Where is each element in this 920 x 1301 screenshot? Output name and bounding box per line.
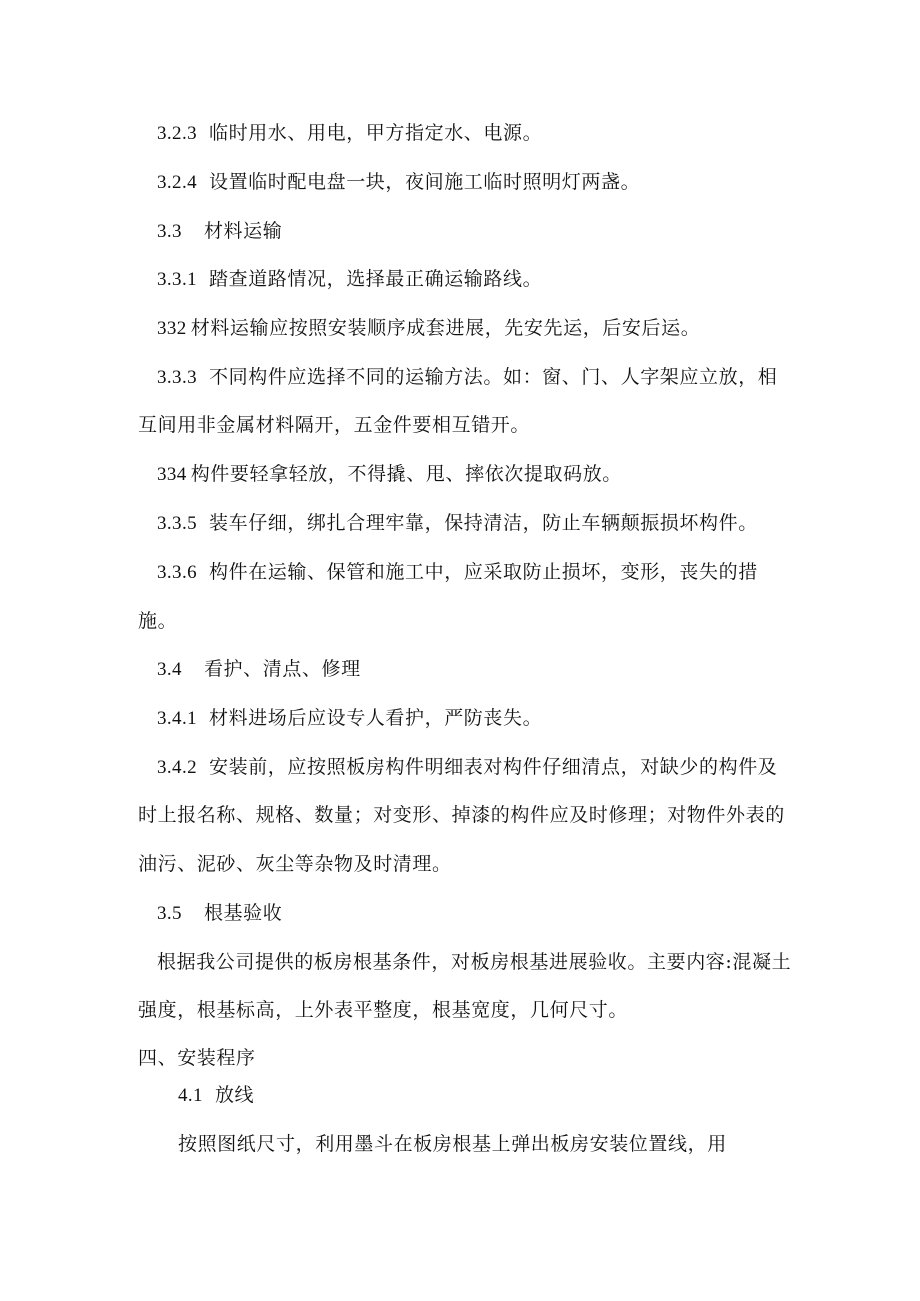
paragraph-text: 构件在运输、保管和施工中，应采取防止损坏，变形，丧失的措 <box>209 561 758 583</box>
section-number: 3.2.4 <box>157 172 197 193</box>
section-number: 3.3.5 <box>157 513 197 534</box>
paragraph-line <box>157 511 758 536</box>
paragraph-line <box>157 267 542 292</box>
paragraph-line-continued <box>138 852 452 876</box>
paragraph-text: 按照图纸尺寸，利用墨斗在板房根基上弹出板房安装位置线，用 <box>178 1133 727 1155</box>
paragraph-line <box>157 706 542 731</box>
paragraph-line <box>178 1132 727 1156</box>
section-heading <box>178 1083 254 1108</box>
paragraph-text: 装车仔细，绑扎合理牢靠，保持清洁，防止车辆颠振损坏构件。 <box>209 512 758 534</box>
paragraph-text: 材料运输应按照安装顺序成套进展，先安先运，后安后运。 <box>190 317 701 339</box>
paragraph-line-continued <box>138 998 628 1022</box>
section-title: 材料运输 <box>203 220 283 242</box>
paragraph-line <box>157 316 700 341</box>
paragraph-line <box>157 560 758 585</box>
paragraph-text: 根据我公司提供的板房根基条件，对板房根基进展验收。主要内容:混凝土 <box>157 951 792 973</box>
paragraph-text: 构件要轻拿轻放，不得撬、甩、摔依次提取码放。 <box>190 463 622 485</box>
paragraph-text: 踏查道路情况，选择最正确运输路线。 <box>209 268 543 290</box>
paragraph-line <box>157 170 640 195</box>
paragraph-text: 油污、泥砂、灰尘等杂物及时清理。 <box>138 853 452 875</box>
section-number: 3.3 <box>157 221 182 242</box>
section-number: 3.4 <box>157 659 182 680</box>
section-title: 根基验收 <box>203 902 283 924</box>
paragraph-line <box>157 950 791 974</box>
section-heading <box>157 901 282 926</box>
chapter-title: 四、安装程序 <box>138 1047 256 1069</box>
section-number: 3.4.2 <box>157 757 197 778</box>
paragraph-text: 时上报名称、规格、数量；对变形、掉漆的构件应及时修理；对物件外表的 <box>138 804 785 826</box>
section-number: 3.2.3 <box>157 123 197 144</box>
section-title: 放线 <box>214 1084 255 1106</box>
paragraph-line <box>157 755 777 780</box>
paragraph-text: 材料进场后应设专人看护，严防丧失。 <box>209 707 543 729</box>
section-heading <box>157 657 361 682</box>
paragraph-text: 施。 <box>138 610 178 632</box>
paragraph-line <box>157 462 622 487</box>
paragraph-line-continued <box>138 413 530 437</box>
paragraph-line <box>157 121 542 146</box>
section-heading <box>157 219 282 244</box>
paragraph-text: 临时用水、用电，甲方指定水、电源。 <box>209 122 543 144</box>
paragraph-line-continued <box>138 803 785 827</box>
paragraph-text: 强度，根基标高，上外表平整度，根基宽度，几何尺寸。 <box>138 999 629 1021</box>
section-title: 看护、清点、修理 <box>203 658 361 680</box>
paragraph-line-continued <box>138 609 177 633</box>
section-number: 3.4.1 <box>157 708 197 729</box>
paragraph-text: 互间用非金属材料隔开，五金件要相互错开。 <box>138 414 531 436</box>
section-number: 332 <box>157 318 187 339</box>
section-number: 3.3.6 <box>157 562 197 583</box>
chapter-heading <box>138 1046 256 1070</box>
section-number: 334 <box>157 464 187 485</box>
paragraph-text: 设置临时配电盘一块，夜间施工临时照明灯两盏。 <box>209 171 641 193</box>
paragraph-text: 不同构件应选择不同的运输方法。如：窗、门、人字架应立放，相 <box>209 366 778 388</box>
section-number: 3.5 <box>157 903 182 924</box>
paragraph-text: 安装前，应按照板房构件明细表对构件仔细清点，对缺少的构件及 <box>209 756 778 778</box>
section-number: 3.3.1 <box>157 269 197 290</box>
paragraph-line <box>157 365 777 390</box>
section-number: 4.1 <box>178 1085 203 1106</box>
section-number: 3.3.3 <box>157 367 197 388</box>
